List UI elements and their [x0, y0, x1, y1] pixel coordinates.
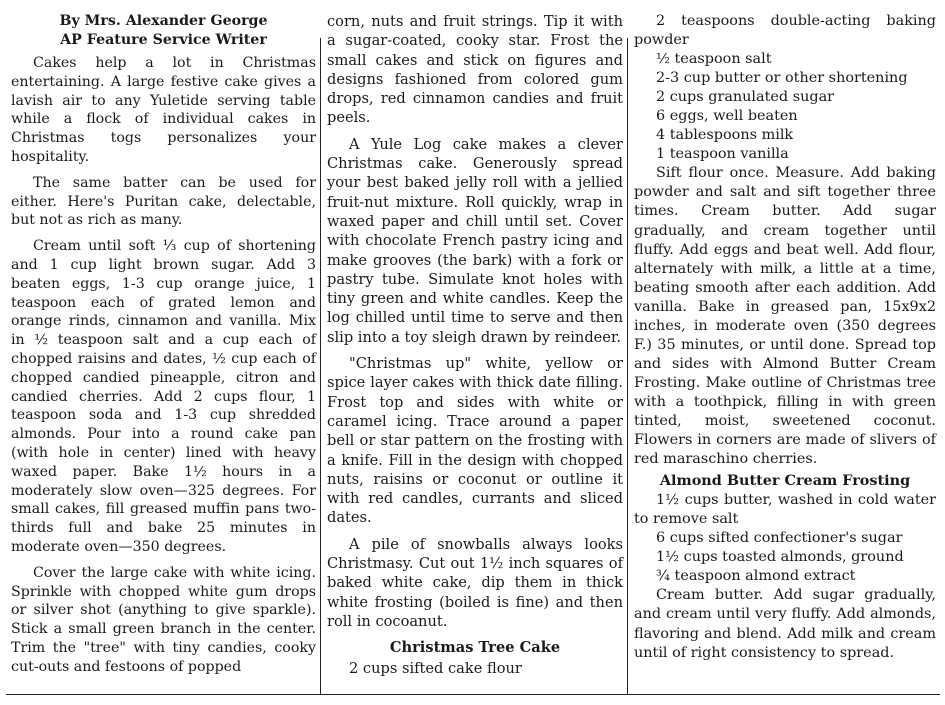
ingredient-line: 1½ cups butter, washed in cold water to remove salt — [634, 492, 936, 528]
byline — [11, 12, 316, 50]
byline-author: By Mrs. Alexander George — [59, 13, 268, 29]
paragraph: Cover the large cake with white icing. Sprinkle with chopped white gum drops or silver shot (anything to give sparkle). Stick a small green branch in the center. Trim the "tree" with tiny candies, cooky cut-outs and festoons of popped — [11, 564, 316, 675]
column-rule-right — [627, 38, 628, 694]
byline-service: AP Feature Service Writer — [60, 32, 267, 48]
paragraph: Cakes help a lot in Christmas entertaining. A large festive cake gives a lavish air to any Yuletide serving table while a flock of individual cakes in Christmas togs personalizes your hospitality. — [11, 55, 316, 165]
ingredient-line: ½ teaspoon salt — [656, 51, 772, 68]
recipe-title: Christmas Tree Cake — [389, 639, 561, 657]
paragraph: The same batter can be used for either. Here's Puritan cake, delectable, but not as rich as many. — [11, 174, 316, 229]
frosting-method: Cream butter. Add sugar gradually, and cream until very fluffy. Add almonds, flavoring and blend. Add milk and cream until of right consistency to spread. — [634, 587, 936, 661]
ingredient-line: 6 eggs, well beaten — [656, 108, 798, 125]
ingredient-line: 2 cups granulated sugar — [656, 89, 835, 106]
ingredient-line: 6 cups sifted confectioner's sugar — [656, 530, 903, 547]
ingredient-line: 2 cups sifted cake flour — [349, 659, 522, 677]
ingredient-line: 2-3 cup butter or other shortening — [656, 70, 908, 87]
paragraph: A Yule Log cake makes a clever Christmas cake. Generously spread your best baked jelly roll with a jellied fruit-nut mixture. Roll quickly, wrap in waxed paper and chill until set. Cover with chocolate French pastry icing and make grooves (the bark) with a fork or pastry tube. Simulate knot holes with tiny green and white candles. Keep the log chilled until time to serve and then slip into a toy sleigh drawn by reindeer. — [327, 135, 623, 346]
ingredient-line: 4 tablespoons milk — [656, 127, 794, 144]
ingredient-line: 1½ cups toasted almonds, ground — [656, 549, 904, 566]
frosting-title: Almond Butter Cream Frosting — [659, 472, 911, 490]
ingredient-line: 1 teaspoon vanilla — [656, 146, 789, 163]
paragraph: A pile of snowballs always looks Christmasy. Cut out 1½ inch squares of baked white cake, dip them in thick white frosting (boiled is fine) and then roll in cocoanut. — [327, 535, 623, 630]
column-rule-left — [320, 38, 321, 694]
paragraph: "Christmas up" white, yellow or spice layer cakes with thick date filling. Frost top and sides with white or caramel icing. Trace around a paper bell or star pattern on the frosting with a knife. Fill in the design with chopped nuts, raisins or coconut or outline it with red candles, currants and sliced dates. — [327, 355, 623, 527]
ingredient-line: 2 teaspoons double-acting baking powder — [634, 13, 936, 49]
column-3 — [634, 12, 936, 670]
column-1 — [11, 12, 316, 684]
recipe-method: Sift flour once. Measure. Add baking powder and salt and sift together three times. Cream butter. Add sugar gradually, and cream together until fluffy. Add eggs and beat well. Add flour, alternately with milk, a little at a time, beating smooth after each addition. Add vanilla. Bake in greased pan, 15x9x2 inches, in moderate oven (350 degrees F.) 35 minutes, or until done. Spread top and sides with Almond Butter Cream Frosting. Make outline of Christmas tree with a toothpick, filling in with green tinted, moist, sweetened coconut. Flowers in corners are made of slivers of red maraschino cherries. — [634, 165, 936, 468]
paragraph: Cream until soft ⅓ cup of shortening and 1 cup light brown sugar. Add 3 beaten eggs, 1-3 cup orange juice, 1 teaspoon each of grated lemon and orange rinds, cinnamon and vanilla. Mix in ½ teaspoon salt and a cup each of chopped raisins and dates, ½ cup each of chopped candied pineapple, citron and candied cherries. Add 2 cups flour, 1 teaspoon soda and 1-3 cup shredded almonds. Pour into a round cake pan (with hole in center) lined with heavy waxed paper. Bake 1½ hours in a moderately slow oven—325 degrees. For small cakes, fill greased muffin pans two-thirds full and bake 25 minutes in moderate oven—350 degrees. — [11, 238, 316, 555]
ingredient-line: ¾ teaspoon almond extract — [656, 568, 856, 585]
bottom-rule — [6, 694, 940, 695]
column-2 — [327, 12, 623, 678]
paragraph-continuation: corn, nuts and fruit strings. Tip it with a sugar-coated, cooky star. Frost the small cakes and stick on figures and designs fashioned from colored gum drops, red cinnamon candies and fruit peels. — [327, 13, 623, 127]
